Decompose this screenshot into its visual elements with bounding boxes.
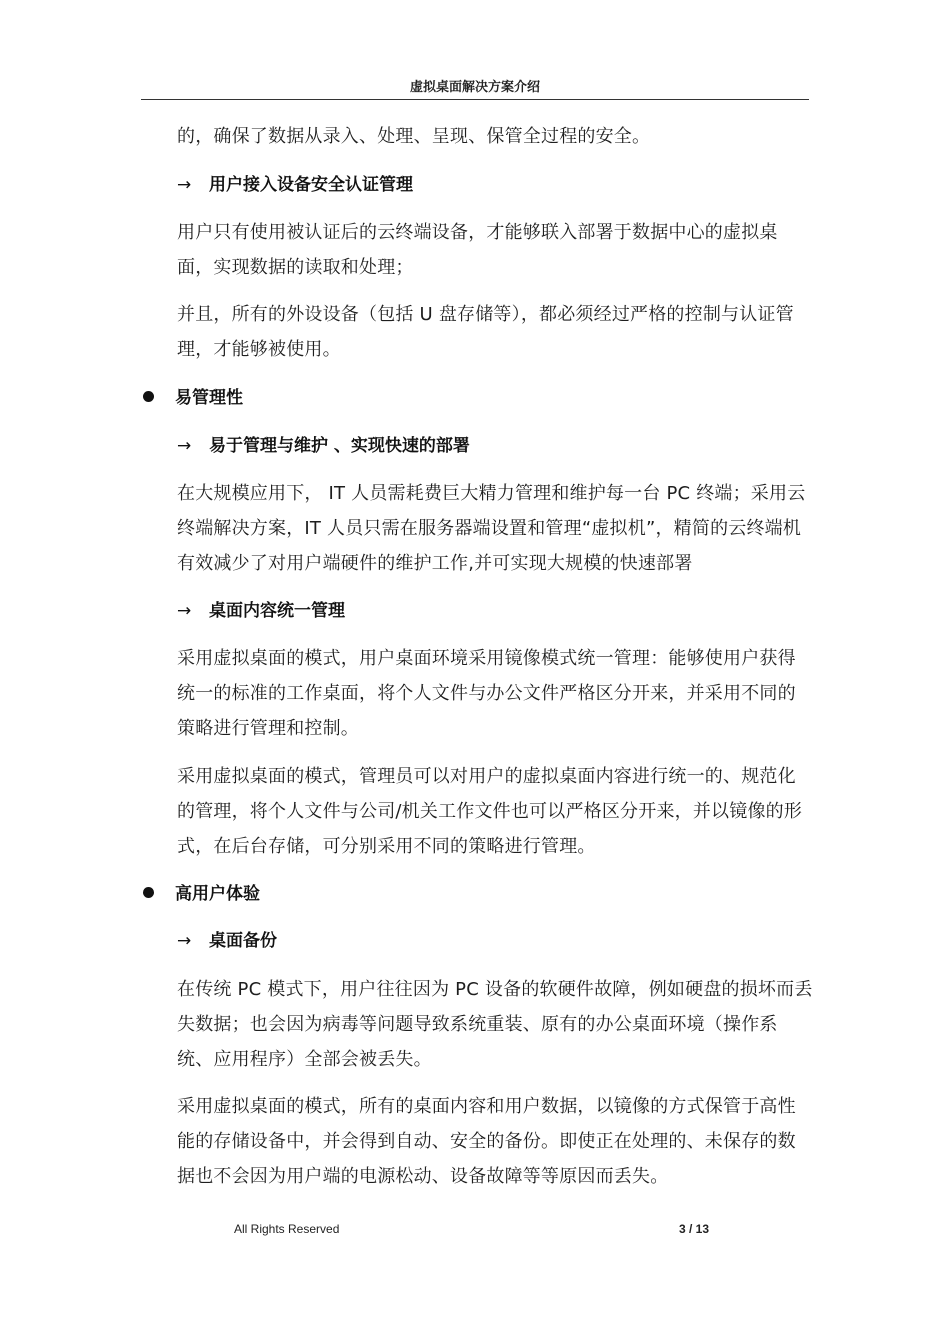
bullet-heading-experience: [143, 882, 260, 906]
subheading-label: 用户接入设备安全认证管理: [209, 175, 413, 195]
arrow-right-icon: →: [177, 175, 192, 195]
subheading-easy-manage: [177, 434, 470, 458]
bullet-heading-manageability: [143, 386, 243, 410]
subheading-label: 易于管理与维护 、实现快速的部署: [209, 436, 470, 456]
arrow-right-icon: →: [177, 601, 192, 621]
arrow-right-icon: →: [177, 436, 192, 456]
paragraph-backup-1: 在传统 PC 模式下，用户往往因为 PC 设备的软硬件故障，例如硬盘的损坏而丢失数据；也会因为病毒等问题导致系统重装、原有的办公桌面环境（操作系统、应用程序）全部会被丢失。: [177, 979, 813, 1070]
paragraph-unified-2: 采用虚拟桌面的模式，管理员可以对用户的虚拟桌面内容进行统一的、规范化的管理，将个人文件与公司/机关工作文件也可以严格区分开来，并以镜像的形式，在后台存储，可分别采用不同的策略进行管理。: [177, 766, 803, 857]
page-header-title: 虚拟桌面解决方案介绍: [409, 80, 540, 95]
footer-rights: All Rights Reserved: [234, 1222, 340, 1236]
paragraph-device-auth-2: 并且，所有的外设设备（包括 U 盘存储等），都必须经过严格的控制与认证管理，才能够被使用。: [177, 304, 794, 360]
bullet-heading-label: 易管理性: [175, 388, 243, 408]
bullet-heading-label: 高用户体验: [175, 884, 260, 904]
paragraph-device-auth-1: 用户只有使用被认证后的云终端设备，才能够联入部署于数据中心的虚拟桌面，实现数据的读取和处理；: [177, 222, 778, 278]
arrow-right-icon: →: [177, 931, 192, 951]
subheading-backup: [177, 929, 277, 953]
footer-page-number: 3 / 13: [679, 1222, 710, 1236]
subheading-device-auth: [177, 173, 413, 197]
bullet-dot-icon: [143, 391, 154, 402]
paragraph-unified-1: 采用虚拟桌面的模式，用户桌面环境采用镜像模式统一管理：能够使用户获得统一的标准的工作桌面，将个人文件与办公文件严格区分开来，并采用不同的策略进行管理和控制。: [177, 648, 796, 739]
subheading-label: 桌面备份: [209, 931, 277, 951]
bullet-dot-icon: [143, 887, 154, 898]
subheading-label: 桌面内容统一管理: [209, 601, 345, 621]
paragraph-easy-manage: 在大规模应用下， IT 人员需耗费巨大精力管理和维护每一台 PC 终端；采用云终端解决方案，IT 人员只需在服务器端设置和管理“虚拟机”，精简的云终端机有效减少了对用户端硬件的维护工作,并可实现大规模的快速部署: [177, 483, 806, 574]
paragraph-intro: 的，确保了数据从录入、处理、呈现、保管全过程的安全。: [177, 126, 651, 147]
paragraph-backup-2: 采用虚拟桌面的模式，所有的桌面内容和用户数据，以镜像的方式保管于高性能的存储设备中，并会得到自动、安全的备份。即使正在处理的、未保存的数据也不会因为用户端的电源松动、设备故障等等原因而丢失。: [177, 1096, 796, 1187]
subheading-unified: [177, 599, 345, 623]
header-divider: [141, 99, 809, 100]
